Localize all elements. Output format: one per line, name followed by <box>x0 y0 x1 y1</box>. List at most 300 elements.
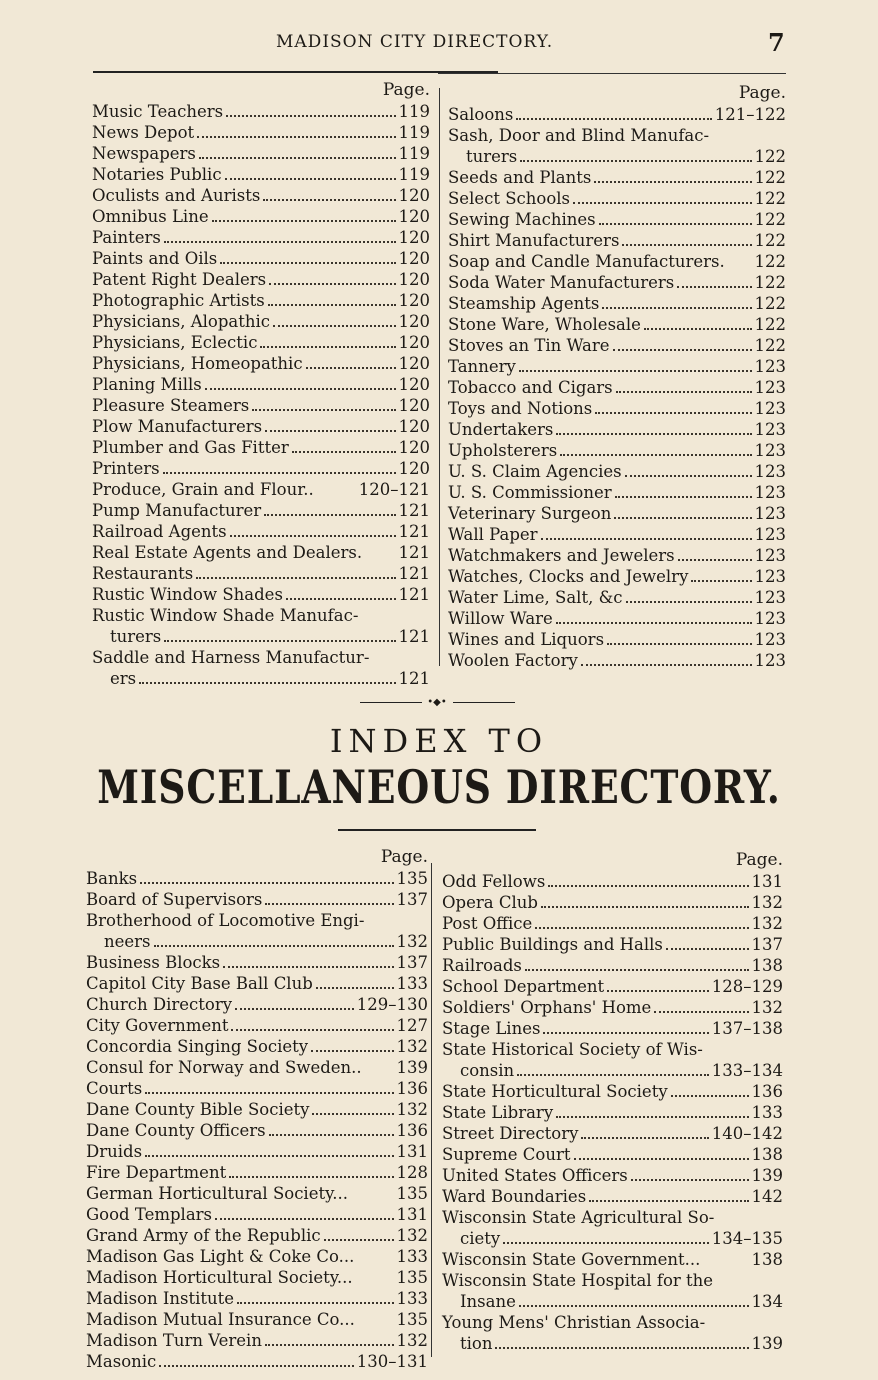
dot-leader <box>265 1344 394 1346</box>
index-entry <box>442 913 783 934</box>
entry-name: Soda Water Manufacturers <box>448 273 675 292</box>
entry-page: 131 <box>396 1205 428 1224</box>
entry-name-continuation: Insane <box>460 1292 516 1311</box>
index-entry <box>448 398 786 419</box>
dot-leader <box>671 1095 749 1097</box>
entry-page: 119 <box>398 165 430 184</box>
entry-name: Madison Turn Verein <box>86 1331 262 1350</box>
entry-name: City Government <box>86 1016 229 1035</box>
entry-name: Wall Paper <box>448 525 538 544</box>
entry-row <box>448 293 786 314</box>
index-entry <box>448 104 786 125</box>
index-entry <box>448 356 786 377</box>
dot-leader <box>607 990 709 992</box>
entry-name: Painters <box>92 228 161 247</box>
entry-page: 123 <box>754 525 786 544</box>
index-entry <box>92 269 430 290</box>
entry-name-continuation: ciety <box>460 1229 501 1248</box>
entry-row <box>86 868 428 889</box>
entry-row <box>442 1144 783 1165</box>
entry-name: News Depot <box>92 123 195 142</box>
entry-page: 122 <box>754 294 786 313</box>
dot-leader <box>573 202 751 204</box>
entry-name: Photographic Artists <box>92 291 265 310</box>
index-entry <box>92 542 430 563</box>
entry-name: Soldiers' Orphans' Home <box>442 998 652 1017</box>
index-entry <box>86 1120 428 1141</box>
dot-leader <box>269 283 395 285</box>
index-entries <box>86 868 428 1372</box>
index-entry <box>92 458 430 479</box>
entry-name: Printers <box>92 459 160 478</box>
entry-name: Brotherhood of Locomotive Engi- <box>86 911 365 930</box>
index-entries <box>442 871 783 1354</box>
entry-row <box>442 1228 783 1249</box>
entry-row <box>442 1102 783 1123</box>
entry-name: Veterinary Surgeon <box>448 504 612 523</box>
dot-leader <box>273 325 395 327</box>
entry-name-continuation: ers <box>110 669 137 688</box>
entry-page: 122 <box>754 336 786 355</box>
entry-page: 119 <box>398 102 430 121</box>
index-entry <box>92 227 430 248</box>
entry-row <box>86 1204 428 1225</box>
entry-page: 122 <box>754 273 786 292</box>
entry-name: School Department <box>442 977 605 996</box>
entry-row <box>86 889 428 910</box>
entry-row <box>92 542 430 563</box>
entry-name: Select Schools <box>448 189 571 208</box>
index-entry <box>86 1015 428 1036</box>
dot-leader <box>235 1008 354 1010</box>
entry-page: 120 <box>398 354 430 373</box>
entry-name: Business Blocks <box>86 953 221 972</box>
dot-leader <box>286 598 396 600</box>
running-title: MADISON CITY DIRECTORY. <box>276 32 554 52</box>
entry-row <box>92 626 430 647</box>
entry-row <box>442 1165 783 1186</box>
entry-name: Young Mens' Christian Associa- <box>442 1313 706 1332</box>
entry-name: Plumber and Gas Fitter <box>92 438 289 457</box>
dot-leader <box>556 1116 748 1118</box>
entry-name: Undertakers <box>448 420 554 439</box>
entry-name: Oculists and Aurists <box>92 186 261 205</box>
dot-leader <box>541 906 749 908</box>
entry-page: 120 <box>398 375 430 394</box>
entry-page: 132 <box>396 1226 428 1245</box>
entry-row <box>442 892 783 913</box>
entry-page: 120 <box>398 312 430 331</box>
entry-row <box>92 164 430 185</box>
entry-row <box>448 356 786 377</box>
dot-leader <box>231 1029 393 1031</box>
dot-leader <box>252 409 395 411</box>
entry-page: 138 <box>751 1250 783 1269</box>
entry-page: 122 <box>754 210 786 229</box>
entry-page: 136 <box>751 1082 783 1101</box>
entry-row <box>92 395 430 416</box>
dot-leader <box>520 160 751 162</box>
entry-name: Saddle and Harness Manufactur- <box>92 648 370 667</box>
dot-leader <box>594 181 751 183</box>
entry-name: Physicians, Eclectic <box>92 333 258 352</box>
index-entry <box>86 1099 428 1120</box>
entry-row <box>86 1351 428 1372</box>
index-entry <box>86 868 428 889</box>
dot-leader <box>139 682 395 684</box>
entry-page: 123 <box>754 630 786 649</box>
entry-name: Tobacco and Cigars <box>448 378 613 397</box>
dot-leader <box>145 1092 393 1094</box>
dot-leader <box>154 945 394 947</box>
dot-leader <box>644 328 752 330</box>
entry-name: United States Officers <box>442 1166 628 1185</box>
business-index-left-column <box>92 80 430 689</box>
index-entry <box>86 1309 428 1330</box>
index-entry <box>442 1039 783 1081</box>
entry-row <box>92 479 430 500</box>
entry-page: 127 <box>396 1016 428 1035</box>
entry-page: 133–134 <box>711 1061 783 1080</box>
index-entry <box>442 1165 783 1186</box>
dot-leader <box>654 1011 748 1013</box>
entry-row <box>86 1036 428 1057</box>
entry-page: 139 <box>396 1058 428 1077</box>
index-entry <box>92 605 430 647</box>
dot-leader <box>312 1113 393 1115</box>
entry-name: Music Teachers <box>92 102 224 121</box>
dot-leader <box>306 367 396 369</box>
entry-page: 130–131 <box>356 1352 428 1371</box>
entry-name: Madison Gas Light & Coke Co... <box>86 1247 355 1266</box>
dot-leader <box>226 115 395 117</box>
entry-name: Willow Ware <box>448 609 553 628</box>
index-entry <box>86 1078 428 1099</box>
entry-page: 132 <box>396 1037 428 1056</box>
dot-leader <box>264 514 395 516</box>
entry-row <box>448 251 786 272</box>
dot-leader <box>164 640 395 642</box>
entry-page: 132 <box>396 932 428 951</box>
entry-name: State Historical Society of Wis- <box>442 1040 703 1059</box>
entry-row <box>442 1081 783 1102</box>
entry-name: Shirt Manufacturers <box>448 231 620 250</box>
dot-leader <box>265 430 395 432</box>
entry-name: Newspapers <box>92 144 196 163</box>
entry-page: 120 <box>398 459 430 478</box>
index-entry <box>448 335 786 356</box>
dot-leader <box>607 643 751 645</box>
entry-page: 122 <box>754 147 786 166</box>
entry-name: Planing Mills <box>92 375 202 394</box>
dot-leader <box>616 391 752 393</box>
index-entry <box>442 871 783 892</box>
entry-name-continuation: turers <box>110 627 162 646</box>
entry-name: Ward Boundaries <box>442 1187 587 1206</box>
dot-leader <box>602 307 751 309</box>
entry-row <box>448 314 786 335</box>
entry-name: Physicians, Alopathic <box>92 312 271 331</box>
entry-row <box>86 1267 428 1288</box>
dot-leader <box>541 538 752 540</box>
entry-page: 119 <box>398 123 430 142</box>
entry-row <box>448 440 786 461</box>
index-entry <box>448 440 786 461</box>
entry-page: 121 <box>398 627 430 646</box>
index-entry <box>448 608 786 629</box>
entry-name: Notaries Public <box>92 165 222 184</box>
dot-leader <box>516 118 711 120</box>
entry-row <box>86 1120 428 1141</box>
entry-page: 123 <box>754 441 786 460</box>
ornament-line <box>453 702 515 703</box>
entry-name: Sash, Door and Blind Manufac- <box>448 126 710 145</box>
entry-row <box>442 913 783 934</box>
entry-page: 120 <box>398 417 430 436</box>
entry-row <box>92 458 430 479</box>
index-entry <box>92 311 430 332</box>
dot-leader <box>519 1305 749 1307</box>
entry-name: Real Estate Agents and Dealers. <box>92 543 363 562</box>
dot-leader <box>265 903 393 905</box>
misc-index-left-column <box>86 847 428 1372</box>
entry-name: Wisconsin State Hospital for the <box>442 1271 714 1290</box>
index-entry <box>442 1207 783 1249</box>
index-entry <box>92 290 430 311</box>
entry-name: U. S. Commissioner <box>448 483 612 502</box>
dot-leader <box>197 136 395 138</box>
entry-page: 123 <box>754 378 786 397</box>
entry-row <box>86 1183 428 1204</box>
index-entry <box>86 1351 428 1372</box>
entry-name: Physicians, Homeopathic <box>92 354 303 373</box>
entry-row <box>442 1186 783 1207</box>
entry-row <box>86 952 428 973</box>
dot-leader <box>269 1134 394 1136</box>
index-entry <box>86 973 428 994</box>
entry-page: 142 <box>751 1187 783 1206</box>
entry-row <box>448 230 786 251</box>
index-entry <box>92 395 430 416</box>
dot-leader <box>666 948 749 950</box>
index-entry <box>448 587 786 608</box>
index-entry <box>448 230 786 251</box>
index-entry <box>86 910 428 952</box>
entry-row <box>86 1141 428 1162</box>
entry-row <box>448 209 786 230</box>
index-entry <box>92 437 430 458</box>
entry-page: 133 <box>396 1289 428 1308</box>
entry-page: 123 <box>754 567 786 586</box>
index-entry <box>442 1312 783 1354</box>
entry-name: Saloons <box>448 105 514 124</box>
entry-name: Public Buildings and Halls <box>442 935 663 954</box>
entry-row <box>92 185 430 206</box>
entry-page: 121 <box>398 501 430 520</box>
entry-name: Opera Club <box>442 893 538 912</box>
entry-page: 121 <box>398 522 430 541</box>
entry-row <box>442 1249 783 1270</box>
entry-page: 131 <box>396 1142 428 1161</box>
dot-leader <box>292 451 396 453</box>
entry-page: 121–122 <box>714 105 786 124</box>
entry-row <box>448 482 786 503</box>
index-entry <box>86 1246 428 1267</box>
entry-name: Watches, Clocks and Jewelry <box>448 567 689 586</box>
entry-page: 122 <box>754 231 786 250</box>
entry-name: Madison Horticultural Society... <box>86 1268 353 1287</box>
entry-name: Supreme Court <box>442 1145 571 1164</box>
column-divider <box>439 88 440 666</box>
dot-leader <box>196 577 395 579</box>
index-entry <box>86 1183 428 1204</box>
dot-leader <box>556 622 752 624</box>
index-entry <box>448 545 786 566</box>
dot-leader <box>163 472 396 474</box>
index-entry <box>86 1330 428 1351</box>
dot-leader <box>615 496 752 498</box>
business-index-right-column <box>448 80 786 671</box>
entry-page: 139 <box>751 1166 783 1185</box>
entry-row <box>442 976 783 997</box>
index-entry <box>92 101 430 122</box>
entry-page: 135 <box>396 869 428 888</box>
index-entry <box>92 563 430 584</box>
index-entry <box>448 125 786 167</box>
entry-page: 132 <box>751 914 783 933</box>
entry-page: 123 <box>754 546 786 565</box>
entry-name: Rustic Window Shades <box>92 585 283 604</box>
entry-row <box>92 269 430 290</box>
entry-page: 121 <box>398 585 430 604</box>
entry-name: Railroads <box>442 956 522 975</box>
index-entries <box>448 104 786 671</box>
index-entry <box>448 524 786 545</box>
entry-page: 120–121 <box>358 480 430 499</box>
entry-row <box>442 997 783 1018</box>
entry-row <box>448 461 786 482</box>
entry-name: Toys and Notions <box>448 399 593 418</box>
entry-name: Capitol City Base Ball Club <box>86 974 313 993</box>
index-entry <box>92 164 430 185</box>
dot-leader <box>622 244 751 246</box>
entry-name: Post Office <box>442 914 533 933</box>
entry-row <box>92 374 430 395</box>
index-entry <box>448 482 786 503</box>
entry-name: Fire Department <box>86 1163 227 1182</box>
entry-name: Masonic <box>86 1352 157 1371</box>
entry-name: Sewing Machines <box>448 210 596 229</box>
entry-row <box>92 668 430 689</box>
dot-leader <box>556 433 751 435</box>
entry-row <box>448 272 786 293</box>
entry-row <box>86 1015 428 1036</box>
index-entry <box>92 122 430 143</box>
index-entry <box>448 461 786 482</box>
page-number: 7 <box>768 28 785 57</box>
entry-row <box>442 1291 783 1312</box>
entry-row <box>448 650 786 671</box>
index-entry <box>86 1162 428 1183</box>
entry-page: 120 <box>398 438 430 457</box>
index-entry <box>448 167 786 188</box>
page-column-label: Page. <box>382 80 430 100</box>
entry-page: 137 <box>396 953 428 972</box>
entry-row <box>92 122 430 143</box>
index-entry <box>86 1225 428 1246</box>
entry-name: State Library <box>442 1103 554 1122</box>
dot-leader <box>164 241 396 243</box>
index-entry <box>448 251 786 272</box>
dot-leader <box>503 1242 709 1244</box>
dot-leader <box>525 969 749 971</box>
entry-page: 123 <box>754 504 786 523</box>
page-column-label: Page. <box>735 850 783 870</box>
index-entry <box>92 479 430 500</box>
entry-name: Wines and Liquors <box>448 630 605 649</box>
entry-page: 133 <box>396 974 428 993</box>
diamond-icon: •◆• <box>427 697 447 708</box>
index-entry <box>86 1204 428 1225</box>
entry-name: U. S. Claim Agencies <box>448 462 622 481</box>
entry-row <box>92 416 430 437</box>
index-entry <box>86 994 428 1015</box>
entry-name: Courts <box>86 1079 143 1098</box>
entry-page: 120 <box>398 333 430 352</box>
index-entry <box>86 1057 428 1078</box>
entry-name: Pump Manufacturer <box>92 501 262 520</box>
dot-leader <box>324 1239 394 1241</box>
index-subheading: MISCELLANEOUS DIRECTORY. <box>97 760 781 814</box>
entry-page: 123 <box>754 609 786 628</box>
dot-leader <box>535 927 748 929</box>
entry-name: Wisconsin State Government... <box>442 1250 701 1269</box>
dot-leader <box>268 304 396 306</box>
dot-leader <box>626 601 752 603</box>
entry-name: Street Directory <box>442 1124 579 1143</box>
entry-name: Woolen Factory <box>448 651 578 670</box>
entry-name: Grand Army of the Republic <box>86 1226 321 1245</box>
index-entry <box>442 955 783 976</box>
dot-leader <box>220 262 395 264</box>
entry-name: Seeds and Plants <box>448 168 592 187</box>
entry-name: Omnibus Line <box>92 207 209 226</box>
index-entry <box>92 584 430 605</box>
dot-leader <box>543 1032 708 1034</box>
entry-row <box>92 227 430 248</box>
entry-name: Produce, Grain and Flour.. <box>92 480 314 499</box>
index-entry <box>92 416 430 437</box>
index-entry <box>448 293 786 314</box>
entry-row <box>86 973 428 994</box>
entry-row <box>442 1060 783 1081</box>
entry-page: 139 <box>751 1334 783 1353</box>
index-entry <box>442 1081 783 1102</box>
entry-name: Water Lime, Salt, &c <box>448 588 623 607</box>
entry-row <box>442 871 783 892</box>
entry-page: 120 <box>398 291 430 310</box>
entry-page: 128 <box>396 1163 428 1182</box>
index-entry <box>442 1186 783 1207</box>
entry-row <box>92 248 430 269</box>
entry-page: 123 <box>754 588 786 607</box>
entry-row <box>448 167 786 188</box>
index-entry <box>92 206 430 227</box>
entry-page: 136 <box>396 1121 428 1140</box>
index-entry <box>86 1036 428 1057</box>
entry-name: Watchmakers and Jewelers <box>448 546 675 565</box>
entry-page: 123 <box>754 651 786 670</box>
